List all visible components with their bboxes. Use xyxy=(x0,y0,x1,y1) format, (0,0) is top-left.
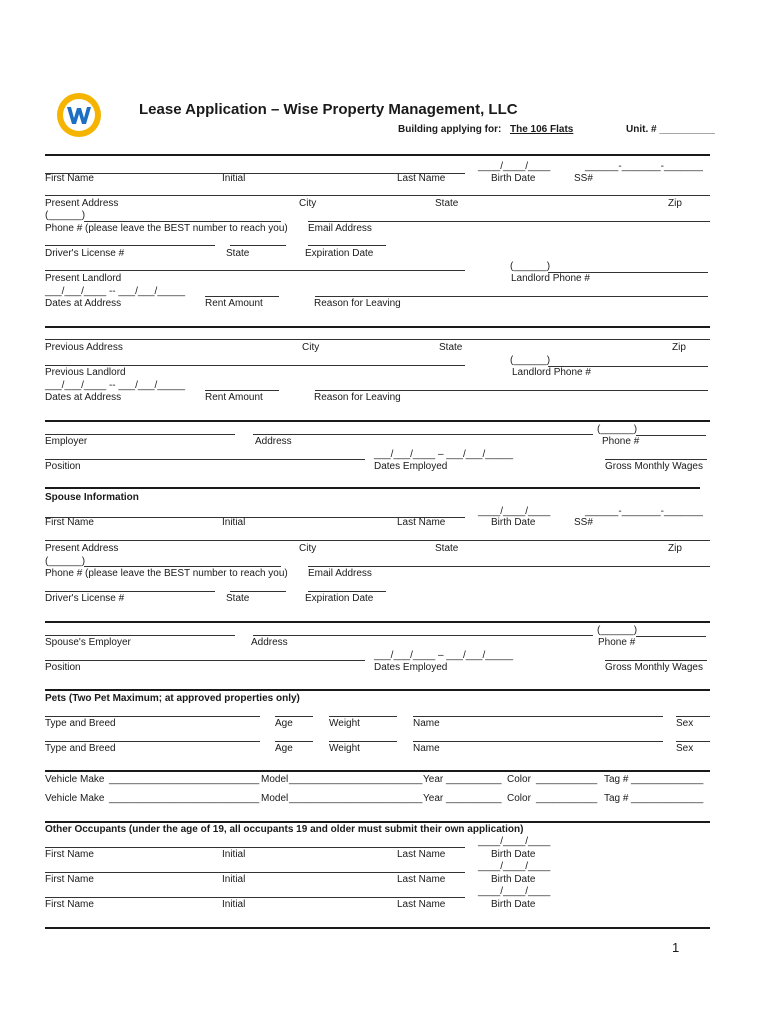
spouse-heading: Spouse Information xyxy=(45,492,139,503)
pet-age-line[interactable] xyxy=(275,716,313,717)
vehicle-tag-fill[interactable]: _____________ xyxy=(631,774,704,785)
occupant-birth-date-fill[interactable]: ____/____/____ xyxy=(478,886,551,897)
spouse-email-label: Email Address xyxy=(308,568,372,579)
pet-type-label: Type and Breed xyxy=(45,718,116,729)
license-label: Driver's License # xyxy=(45,248,125,259)
section-divider xyxy=(45,927,710,929)
spouse-employer-address-line[interactable] xyxy=(253,635,593,636)
pet-name-line[interactable] xyxy=(413,741,663,742)
spouse-phone-prefix[interactable]: (______) xyxy=(45,556,86,567)
prev-reason-line[interactable] xyxy=(315,390,708,391)
vehicle-model-label: Model xyxy=(261,774,289,785)
landlord-phone-label: Landlord Phone # xyxy=(511,273,590,284)
spouse-employer-phone-prefix[interactable]: (______) xyxy=(597,625,638,636)
spouse-email-line[interactable] xyxy=(308,566,710,567)
pet-age-label: Age xyxy=(275,718,293,729)
previous-landlord-label: Previous Landlord xyxy=(45,367,126,378)
ssn-label: SS# xyxy=(574,173,593,184)
pet-sex-label: Sex xyxy=(676,743,694,754)
wages-label: Gross Monthly Wages xyxy=(605,461,703,472)
spouse-zip-label: Zip xyxy=(668,543,682,554)
employer-phone-label: Phone # xyxy=(602,436,640,447)
spouse-ssn-label: SS# xyxy=(574,517,593,528)
last-name-label: Last Name xyxy=(397,173,446,184)
spouse-birth-date-label: Birth Date xyxy=(491,517,536,528)
position-label: Position xyxy=(45,461,81,472)
dates-employed-fill[interactable]: ___/___/____ – ___/___/_____ xyxy=(374,449,514,460)
vehicle-tag-label: Tag # xyxy=(604,793,629,804)
page-number: 1 xyxy=(672,940,680,955)
vehicle-year-fill[interactable]: __________ xyxy=(446,793,502,804)
section-divider xyxy=(45,821,710,823)
vehicle-model-fill[interactable]: ________________________ xyxy=(289,793,423,804)
occupants-heading: Other Occupants (under the age of 19, all occupants 19 and older must submit their own application) xyxy=(45,824,524,835)
occupant-name-line[interactable] xyxy=(45,872,465,873)
spouse-employer-line[interactable] xyxy=(45,635,235,636)
vehicle-color-fill[interactable]: ___________ xyxy=(536,793,598,804)
landlord-line[interactable] xyxy=(45,270,465,271)
pet-name-label: Name xyxy=(413,743,440,754)
pets-heading: Pets (Two Pet Maximum; at approved properties only) xyxy=(45,693,300,704)
pet-age-line[interactable] xyxy=(275,741,313,742)
birth-date-label: Birth Date xyxy=(491,173,536,184)
employer-line[interactable] xyxy=(45,434,235,435)
expiration-label: Expiration Date xyxy=(305,248,374,259)
prev-city-label: City xyxy=(302,342,320,353)
spouse-employer-phone-label: Phone # xyxy=(598,637,636,648)
wages-line[interactable] xyxy=(605,459,707,460)
vehicle-color-label: Color xyxy=(507,793,531,804)
first-name-label: First Name xyxy=(45,173,94,184)
occupant-first-name-label: First Name xyxy=(45,899,94,910)
pet-weight-label: Weight xyxy=(329,718,360,729)
pet-sex-line[interactable] xyxy=(676,741,710,742)
pet-type-label: Type and Breed xyxy=(45,743,116,754)
occupant-name-line[interactable] xyxy=(45,847,465,848)
phone-prefix[interactable]: (______) xyxy=(45,210,86,221)
phone-line[interactable] xyxy=(84,221,281,222)
prev-rent-label: Rent Amount xyxy=(205,392,263,403)
spouse-employer-label: Spouse's Employer xyxy=(45,637,131,648)
prev-rent-line[interactable] xyxy=(205,390,279,391)
landlord-phone-prefix[interactable]: (______) xyxy=(510,261,551,272)
company-logo xyxy=(56,92,102,138)
pet-name-label: Name xyxy=(413,718,440,729)
section-divider xyxy=(45,689,710,691)
spouse-wages-label: Gross Monthly Wages xyxy=(605,662,703,673)
employer-phone-prefix[interactable]: (______) xyxy=(597,424,638,435)
vehicle-make-label: Vehicle Make xyxy=(45,793,105,804)
prev-state-label: State xyxy=(439,342,463,353)
spouse-dates-employed-label: Dates Employed xyxy=(374,662,448,673)
spouse-ssn-fill[interactable]: ______-_______-_______ xyxy=(585,506,703,517)
employer-label: Employer xyxy=(45,436,88,447)
occupant-birth-date-fill[interactable]: ____/____/____ xyxy=(478,861,551,872)
pet-weight-label: Weight xyxy=(329,743,360,754)
building-label: Building applying for: xyxy=(398,124,502,135)
vehicle-model-label: Model xyxy=(261,793,289,804)
spouse-employer-phone-line[interactable] xyxy=(636,636,706,637)
spouse-state-label: State xyxy=(435,543,459,554)
occupant-initial-label: Initial xyxy=(222,849,246,860)
spouse-wages-line[interactable] xyxy=(605,660,707,661)
reason-label: Reason for Leaving xyxy=(314,298,401,309)
pet-sex-line[interactable] xyxy=(676,716,710,717)
vehicle-year-label: Year xyxy=(423,793,444,804)
spouse-expiration-line[interactable] xyxy=(308,591,386,592)
present-address-label: Present Address xyxy=(45,198,119,209)
pet-age-label: Age xyxy=(275,743,293,754)
position-line[interactable] xyxy=(45,459,365,460)
pet-type-line[interactable] xyxy=(45,716,260,717)
license-state-label: State xyxy=(226,248,250,259)
employer-address-line[interactable] xyxy=(253,434,593,435)
employer-address-label: Address xyxy=(255,436,292,447)
reason-line[interactable] xyxy=(315,296,708,297)
spouse-position-line[interactable] xyxy=(45,660,365,661)
page-title: Lease Application – Wise Property Management, LLC xyxy=(139,101,518,118)
expiration-line[interactable] xyxy=(308,245,386,246)
occupant-first-name-label: First Name xyxy=(45,849,94,860)
email-label: Email Address xyxy=(308,223,372,234)
spouse-position-label: Position xyxy=(45,662,81,673)
vehicle-make-label: Vehicle Make xyxy=(45,774,105,785)
rent-label: Rent Amount xyxy=(205,298,263,309)
occupant-birth-date-label: Birth Date xyxy=(491,874,536,885)
city-label: City xyxy=(299,198,317,209)
spouse-initial-label: Initial xyxy=(222,517,246,528)
dates-employed-label: Dates Employed xyxy=(374,461,448,472)
email-line[interactable] xyxy=(308,221,710,222)
pet-weight-line[interactable] xyxy=(329,741,397,742)
spouse-last-name-label: Last Name xyxy=(397,517,446,528)
rent-line[interactable] xyxy=(205,296,279,297)
previous-address-line[interactable] xyxy=(45,339,710,340)
spouse-dates-employed-fill[interactable]: ___/___/____ – ___/___/_____ xyxy=(374,650,514,661)
state-label: State xyxy=(435,198,459,209)
occupant-birth-date-label: Birth Date xyxy=(491,899,536,910)
license-state-line[interactable] xyxy=(230,245,286,246)
spouse-license-line[interactable] xyxy=(45,591,215,592)
dates-at-address-label: Dates at Address xyxy=(45,298,122,309)
license-line[interactable] xyxy=(45,245,215,246)
occupant-last-name-label: Last Name xyxy=(397,899,446,910)
occupant-initial-label: Initial xyxy=(222,874,246,885)
spouse-first-name-label: First Name xyxy=(45,517,94,528)
spouse-license-label: Driver's License # xyxy=(45,593,125,604)
previous-address-label: Previous Address xyxy=(45,342,123,353)
prev-landlord-phone-label: Landlord Phone # xyxy=(512,367,591,378)
vehicle-make-fill[interactable]: ___________________________ xyxy=(109,793,260,804)
birth-date-fill[interactable]: ____/____/____ xyxy=(478,161,551,172)
spouse-employer-address-label: Address xyxy=(251,637,288,648)
occupant-first-name-label: First Name xyxy=(45,874,94,885)
vehicle-year-fill[interactable]: __________ xyxy=(446,774,502,785)
spouse-address-line[interactable] xyxy=(45,540,710,541)
occupant-birth-date-label: Birth Date xyxy=(491,849,536,860)
section-divider xyxy=(45,154,710,156)
pet-sex-label: Sex xyxy=(676,718,694,729)
initial-label: Initial xyxy=(222,173,246,184)
phone-label: Phone # (please leave the BEST number to reach you) xyxy=(45,223,288,234)
occupant-birth-date-fill[interactable]: ____/____/____ xyxy=(478,836,551,847)
prev-landlord-line[interactable] xyxy=(45,365,465,366)
spouse-city-label: City xyxy=(299,543,317,554)
spouse-phone-label: Phone # (please leave the BEST number to reach you) xyxy=(45,568,288,579)
spouse-license-state-line[interactable] xyxy=(230,591,286,592)
spouse-birth-date-fill[interactable]: ____/____/____ xyxy=(478,506,551,517)
unit-field[interactable]: Unit. # __________ xyxy=(626,124,715,135)
section-divider xyxy=(45,326,710,328)
occupant-last-name-label: Last Name xyxy=(397,874,446,885)
building-value: The 106 Flats xyxy=(510,124,574,135)
vehicle-make-fill[interactable]: ___________________________ xyxy=(109,774,260,785)
spouse-license-state-label: State xyxy=(226,593,250,604)
address-line[interactable] xyxy=(45,195,710,196)
pet-type-line[interactable] xyxy=(45,741,260,742)
prev-landlord-phone-prefix[interactable]: (______) xyxy=(510,355,551,366)
vehicle-model-fill[interactable]: ________________________ xyxy=(289,774,423,785)
prev-dates-fill[interactable]: ___/___/____ -- ___/___/_____ xyxy=(45,380,186,391)
occupant-initial-label: Initial xyxy=(222,899,246,910)
occupant-last-name-label: Last Name xyxy=(397,849,446,860)
occupant-name-line[interactable] xyxy=(45,897,465,898)
vehicle-color-label: Color xyxy=(507,774,531,785)
vehicle-color-fill[interactable]: ___________ xyxy=(536,774,598,785)
prev-zip-label: Zip xyxy=(672,342,686,353)
vehicle-tag-label: Tag # xyxy=(604,774,629,785)
zip-label: Zip xyxy=(668,198,682,209)
section-divider xyxy=(45,621,710,623)
section-divider xyxy=(45,420,710,422)
prev-dates-label: Dates at Address xyxy=(45,392,122,403)
dates-at-address-fill[interactable]: ___/___/____ -- ___/___/_____ xyxy=(45,286,186,297)
vehicle-year-label: Year xyxy=(423,774,444,785)
spouse-address-label: Present Address xyxy=(45,543,119,554)
present-landlord-label: Present Landlord xyxy=(45,273,122,284)
pet-weight-line[interactable] xyxy=(329,716,397,717)
employer-phone-line[interactable] xyxy=(636,435,706,436)
prev-reason-label: Reason for Leaving xyxy=(314,392,401,403)
pet-name-line[interactable] xyxy=(413,716,663,717)
ssn-fill[interactable]: ______-_______-_______ xyxy=(585,161,703,172)
spouse-expiration-label: Expiration Date xyxy=(305,593,374,604)
vehicle-tag-fill[interactable]: _____________ xyxy=(631,793,704,804)
spouse-phone-line[interactable] xyxy=(84,566,281,567)
section-divider xyxy=(45,770,710,772)
section-divider xyxy=(45,487,700,489)
